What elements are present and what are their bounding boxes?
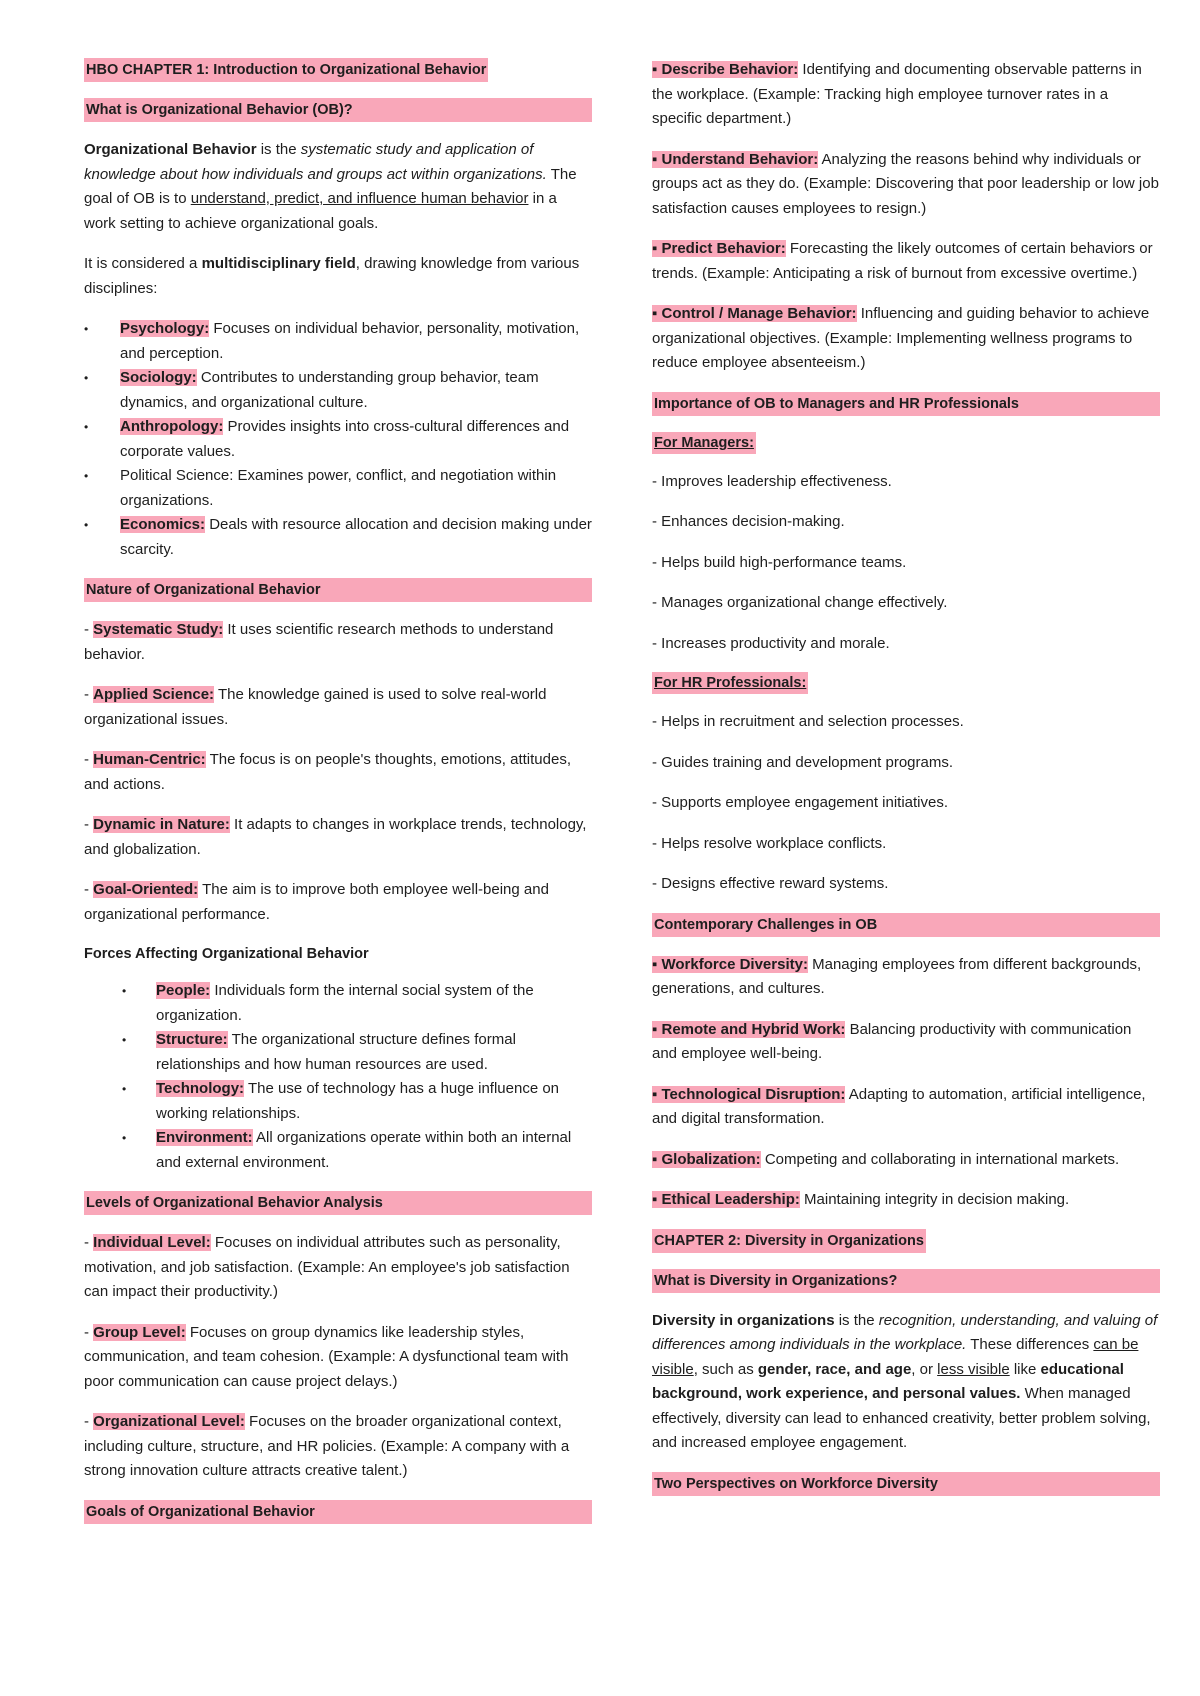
- hr-benefit: - Designs effective reward systems.: [652, 875, 889, 892]
- hr-benefit-text: Supports employee engagement initiatives.: [661, 794, 949, 811]
- nature-item-label: Goal-Oriented:: [93, 881, 199, 898]
- hr-benefit-text: Designs effective reward systems.: [661, 875, 889, 892]
- manager-benefit-text: Improves leadership effectiveness.: [661, 472, 892, 490]
- discipline-item-label: Psychology:: [120, 320, 210, 337]
- goal-item-label: Predict Behavior:: [661, 240, 786, 257]
- challenge-item-text: Maintaining integrity in decision making.: [799, 1191, 1070, 1208]
- goal-item: [652, 302, 1160, 376]
- nature-item: - Human-Centric: The focus is on people's thoughts, emotions, attitudes, and actions.: [84, 751, 571, 793]
- chapter-2-title: CHAPTER 2: Diversity in Organizations: [652, 1229, 926, 1253]
- nature-item-text: The knowledge gained is used to solve real-world organizational issues.: [84, 686, 547, 728]
- hr-benefit: - Guides training and development programs.: [652, 753, 954, 771]
- discipline-item-text: Contributes to understanding group behavior, team dynamics, and organizational culture.: [120, 369, 539, 411]
- challenge-item-marker: ▪: [652, 1020, 662, 1038]
- level-item-text: Focuses on the broader organizational context, including culture, structure, and HR policies. (Example: A company with a strong innovation culture attracts creative talent.): [84, 1413, 570, 1479]
- challenge-item: [652, 1083, 1160, 1132]
- goal-item-marker: ▪: [652, 61, 662, 78]
- hr-benefit-text: Guides training and development programs.: [661, 753, 954, 771]
- manager-benefit-text: Enhances decision-making.: [661, 513, 845, 530]
- discipline-item-label: Economics:: [120, 516, 206, 533]
- forces-list: [84, 979, 592, 1175]
- goal-item-marker: ▪: [652, 150, 662, 168]
- section-heading-importance: Importance of OB to Managers and HR Professionals: [652, 392, 1160, 416]
- hr-benefit-text: Helps in recruitment and selection processes.: [661, 713, 964, 730]
- challenge-item: [652, 1018, 1160, 1067]
- goal-item-label: Understand Behavior:: [661, 150, 819, 168]
- level-item-label: Organizational Level:: [93, 1413, 245, 1430]
- goal-item-text: Identifying and documenting observable patterns in the workplace. (Example: Tracking high employee turnover rates in a specific department.): [652, 61, 1142, 127]
- force-item-text: Individuals form the internal social system of the organization.: [156, 982, 534, 1024]
- force-item: [84, 979, 592, 1028]
- multidisciplinary-intro: It is considered a multidisciplinary field, drawing knowledge from various disciplines:: [84, 255, 580, 297]
- chapter-title: HBO CHAPTER 1: Introduction to Organizational Behavior: [84, 58, 488, 82]
- nature-item-label: Human-Centric:: [93, 751, 206, 768]
- diversity-definition: Diversity in organizations is the recognition, understanding, and valuing of differences among individuals in the workplace. These differences can be visible, such as gender, race, and age, or less visible like educational background, work experience, and personal values. When managed effectively, diversity can lead to enhanced creativity, better problem solving, and increased employee engagement.: [652, 1311, 1158, 1451]
- challenge-item-marker: ▪: [652, 1150, 662, 1168]
- nature-item-label: Applied Science:: [93, 686, 215, 703]
- manager-benefit: - Helps build high-performance teams.: [652, 553, 907, 571]
- discipline-item: [84, 366, 592, 415]
- manager-benefit: - Enhances decision-making.: [652, 513, 845, 530]
- level-item: - Group Level: Focuses on group dynamics like leadership styles, communication, and team cohesion. (Example: A dysfunctional team with poor communication can cause project delays.): [84, 1323, 569, 1390]
- force-item: [84, 1028, 592, 1077]
- hr-benefit-text: Helps resolve workplace conflicts.: [661, 834, 887, 852]
- challenge-item-label: Technological Disruption:: [661, 1085, 846, 1103]
- manager-benefit-text: Helps build high-performance teams.: [661, 553, 907, 571]
- force-item-label: People:: [156, 982, 211, 999]
- disciplines-list: [84, 317, 592, 562]
- nature-item-text: The aim is to improve both employee well-being and organizational performance.: [84, 881, 549, 923]
- nature-item-label: Systematic Study:: [93, 621, 224, 638]
- force-item: [84, 1077, 592, 1126]
- goal-item-marker: ▪: [652, 240, 662, 257]
- discipline-item: [84, 317, 592, 366]
- nature-item: - Applied Science: The knowledge gained is used to solve real-world organizational issues.: [84, 686, 547, 728]
- right-column: [652, 58, 1160, 1512]
- hr-benefit: - Supports employee engagement initiatives.: [652, 794, 949, 811]
- challenge-item: [652, 1188, 1160, 1213]
- left-column: [84, 58, 592, 1540]
- subheading-managers: For Managers:: [652, 432, 756, 454]
- hr-list: [652, 710, 1160, 897]
- challenge-item-text: Competing and collaborating in international markets.: [760, 1150, 1120, 1168]
- level-item-label: Individual Level:: [93, 1234, 211, 1251]
- challenge-item-label: Ethical Leadership:: [661, 1191, 800, 1208]
- subheading-hr: For HR Professionals:: [652, 672, 808, 694]
- discipline-item: [84, 513, 592, 562]
- section-heading-challenges: Contemporary Challenges in OB: [652, 913, 1160, 937]
- goal-item-text: Forecasting the likely outcomes of certain behaviors or trends. (Example: Anticipating a risk of burnout from excessive overtime.): [652, 240, 1153, 282]
- discipline-item-text: Focuses on individual behavior, personality, motivation, and perception.: [120, 320, 580, 362]
- force-item-label: Environment:: [156, 1129, 253, 1146]
- force-item-text: All organizations operate within both an internal and external environment.: [156, 1129, 572, 1171]
- goal-item-text: Analyzing the reasons behind why individuals or groups act as they do. (Example: Discovering that poor leadership or low job satisfaction causes employees to resign.): [652, 150, 1159, 217]
- level-item-text: Focuses on individual attributes such as personality, motivation, and job satisfaction. (Example: An employee's job satisfaction can impact their productivity.): [84, 1234, 570, 1300]
- challenge-item-label: Remote and Hybrid Work:: [661, 1020, 846, 1038]
- goal-item: [652, 148, 1160, 222]
- hr-benefit: - Helps in recruitment and selection processes.: [652, 713, 964, 730]
- discipline-item-label: Anthropology:: [120, 418, 224, 435]
- discipline-item-text: Deals with resource allocation and decision making under scarcity.: [120, 516, 592, 558]
- level-item: - Individual Level: Focuses on individual attributes such as personality, motivation, and job satisfaction. (Example: An employee's job satisfaction can impact their productivity.): [84, 1234, 570, 1300]
- section-heading-two-perspectives: Two Perspectives on Workforce Diversity: [652, 1472, 1160, 1496]
- levels-list: [84, 1231, 592, 1484]
- manager-benefit: - Increases productivity and morale.: [652, 634, 890, 652]
- section-heading-goals: Goals of Organizational Behavior: [84, 1500, 592, 1524]
- goal-item-text: Influencing and guiding behavior to achieve organizational objectives. (Example: Implementing wellness programs to reduce employee absenteeism.): [652, 305, 1150, 371]
- section-heading-what-is-ob: What is Organizational Behavior (OB)?: [84, 98, 592, 122]
- nature-item-text: It uses scientific research methods to understand behavior.: [84, 621, 554, 663]
- section-heading-levels: Levels of Organizational Behavior Analysis: [84, 1191, 592, 1215]
- force-item-text: The use of technology has a huge influence on working relationships.: [156, 1080, 560, 1122]
- force-item: [84, 1126, 592, 1175]
- goals-list: [652, 58, 1160, 376]
- section-heading-forces: Forces Affecting Organizational Behavior: [84, 946, 369, 962]
- challenge-item-text: Balancing productivity with communication and employee well-being.: [652, 1020, 1132, 1062]
- section-heading-nature: Nature of Organizational Behavior: [84, 578, 592, 602]
- discipline-item-text: Provides insights into cross-cultural differences and corporate values.: [120, 418, 570, 460]
- goal-item: [652, 58, 1160, 132]
- discipline-item: [84, 464, 592, 513]
- challenge-item: [652, 1148, 1160, 1173]
- manager-benefit-text: Increases productivity and morale.: [661, 634, 890, 652]
- challenge-item-marker: ▪: [652, 1085, 662, 1103]
- challenges-list: [652, 953, 1160, 1213]
- hr-benefit: - Helps resolve workplace conflicts.: [652, 834, 887, 852]
- challenge-item-marker: ▪: [652, 1191, 662, 1208]
- manager-benefit: - Manages organizational change effectively.: [652, 594, 948, 611]
- challenge-item: [652, 953, 1160, 1002]
- manager-benefit: - Improves leadership effectiveness.: [652, 472, 892, 490]
- level-item: - Organizational Level: Focuses on the broader organizational context, including culture, structure, and HR policies. (Example: A company with a strong innovation culture attracts creative talent.): [84, 1413, 570, 1479]
- force-item-text: The organizational structure defines formal relationships and how human resources are used.: [156, 1031, 516, 1073]
- manager-benefit-text: Manages organizational change effectively.: [661, 594, 948, 611]
- force-item-label: Technology:: [156, 1080, 245, 1097]
- section-heading-diversity: What is Diversity in Organizations?: [652, 1269, 1160, 1293]
- nature-item: - Goal-Oriented: The aim is to improve both employee well-being and organizational performance.: [84, 881, 549, 923]
- goal-item-label: Control / Manage Behavior:: [661, 305, 857, 322]
- goal-item-marker: ▪: [652, 305, 662, 322]
- challenge-item-text: Managing employees from different backgrounds, generations, and cultures.: [652, 955, 1142, 997]
- challenge-item-label: Workforce Diversity:: [661, 955, 808, 973]
- discipline-item-label: Sociology:: [120, 369, 197, 386]
- level-item-label: Group Level:: [93, 1323, 186, 1341]
- challenge-item-text: Adapting to automation, artificial intelligence, and digital transformation.: [652, 1085, 1146, 1127]
- challenge-item-marker: ▪: [652, 955, 662, 973]
- discipline-item: [84, 415, 592, 464]
- level-item-text: Focuses on group dynamics like leadership styles, communication, and team cohesion. (Example: A dysfunctional team with poor communication can cause project delays.): [84, 1323, 569, 1390]
- nature-item-text: The focus is on people's thoughts, emotions, attitudes, and actions.: [84, 751, 571, 793]
- ob-definition: Organizational Behavior is the systematic study and application of knowledge about how individuals and groups act within organizations. The goal of OB is to understand, predict, and influence human behavior in a work setting to achieve organizational goals.: [84, 141, 577, 232]
- nature-item: - Systematic Study: It uses scientific research methods to understand behavior.: [84, 621, 554, 663]
- discipline-item-text: Political Science: Examines power, conflict, and negotiation within organizations.: [120, 467, 557, 509]
- nature-item-label: Dynamic in Nature:: [93, 816, 230, 833]
- managers-list: [652, 470, 1160, 657]
- nature-item-text: It adapts to changes in workplace trends, technology, and globalization.: [84, 816, 587, 858]
- force-item-label: Structure:: [156, 1031, 228, 1048]
- nature-item: - Dynamic in Nature: It adapts to changes in workplace trends, technology, and globalization.: [84, 816, 587, 858]
- goal-item-label: Describe Behavior:: [661, 61, 799, 78]
- goal-item: [652, 237, 1160, 286]
- challenge-item-label: Globalization:: [661, 1150, 761, 1168]
- nature-list: [84, 618, 592, 927]
